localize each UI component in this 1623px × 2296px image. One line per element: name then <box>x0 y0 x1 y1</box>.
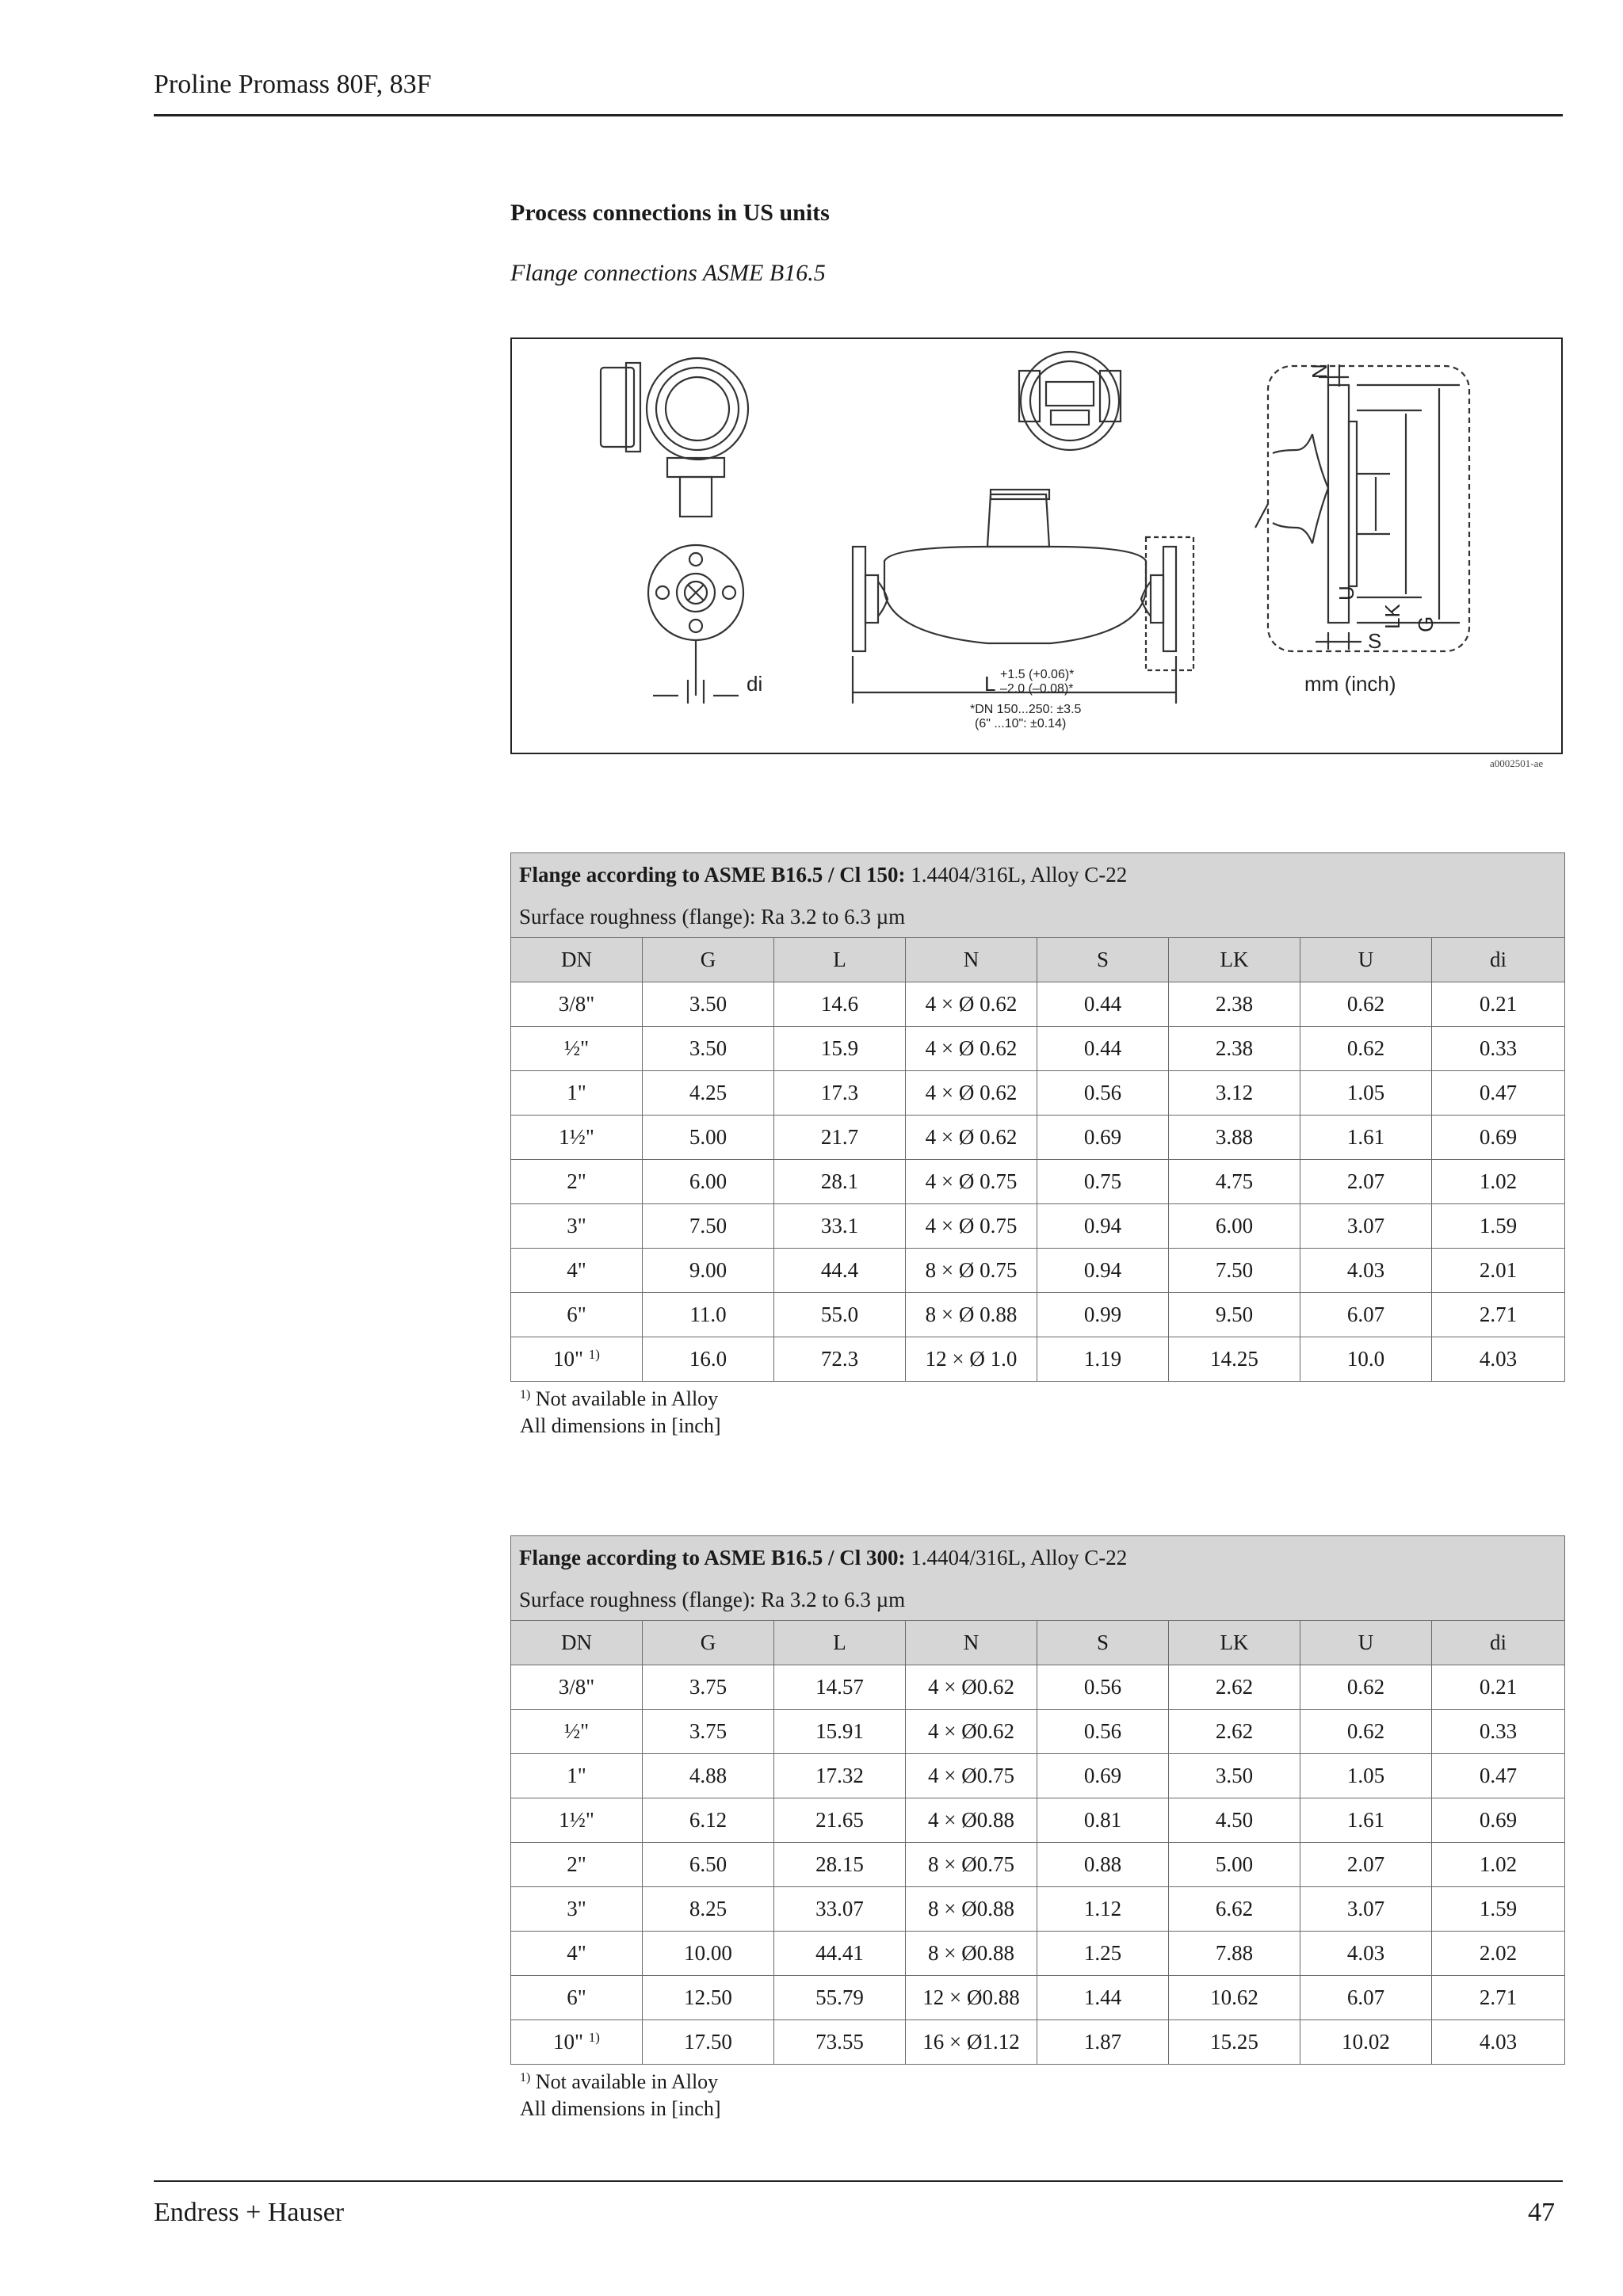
table-cell: 3.07 <box>1300 1887 1432 1932</box>
table-cell: 0.44 <box>1037 982 1169 1027</box>
label-tol-note2: (6" ...10": ±0.14) <box>975 717 1067 730</box>
end-view-housing-bezel <box>656 368 739 450</box>
table-cell: 15.9 <box>774 1027 906 1071</box>
table-cell: 16 × Ø1.12 <box>906 2020 1037 2065</box>
end-view-housing-window <box>666 377 729 441</box>
footnote-text: Not available in Alloy <box>530 1387 719 1410</box>
table-cell: 0.21 <box>1432 1665 1565 1710</box>
table-caption-row <box>511 853 1565 897</box>
table-cell: 0.21 <box>1432 982 1565 1027</box>
table-cell: 8.25 <box>643 1887 774 1932</box>
label-LK: LK <box>1381 604 1404 629</box>
table-cell: 0.69 <box>1037 1116 1169 1160</box>
table-row <box>511 1160 1565 1204</box>
table-cell: 2.02 <box>1432 1932 1565 1976</box>
section-subtitle: Flange connections ASME B16.5 <box>510 260 826 286</box>
table-cell: 7.88 <box>1169 1932 1300 1976</box>
table-cell: 10.62 <box>1169 1976 1300 2020</box>
table-cell: 55.0 <box>774 1293 906 1337</box>
table-cell: 1.02 <box>1432 1843 1565 1887</box>
footnote-marker: 1) <box>588 1347 600 1362</box>
cell-dn-value: 2" <box>567 1852 586 1876</box>
table-cell: 4 × Ø0.62 <box>906 1710 1037 1754</box>
cell-dn <box>511 2020 643 2065</box>
table-cell: 12.50 <box>643 1976 774 2020</box>
table-row <box>511 1932 1565 1976</box>
cell-dn <box>511 1754 643 1798</box>
side-view-flange-left <box>853 547 865 651</box>
table-cell: 44.4 <box>774 1249 906 1293</box>
label-U: U <box>1335 585 1358 601</box>
table-cell: 0.94 <box>1037 1204 1169 1249</box>
table-cell: 15.25 <box>1169 2020 1300 2065</box>
table-cell: 28.1 <box>774 1160 906 1204</box>
column-header: S <box>1037 938 1169 982</box>
cell-dn-value: 10" <box>553 1347 584 1371</box>
table-cell: 1.44 <box>1037 1976 1169 2020</box>
table-cell: 4 × Ø 0.62 <box>906 1116 1037 1160</box>
end-view-stem <box>680 477 712 517</box>
table-cell: 8 × Ø0.75 <box>906 1843 1037 1887</box>
table-cell: 6.12 <box>643 1798 774 1843</box>
table-cell: 3.07 <box>1300 1204 1432 1249</box>
cell-dn-value: 1" <box>567 1081 586 1104</box>
table-cell: 3.75 <box>643 1665 774 1710</box>
table-cell: 4.50 <box>1169 1798 1300 1843</box>
table-cell: 4 × Ø 0.62 <box>906 1027 1037 1071</box>
table-row <box>511 1293 1565 1337</box>
table-cell: 7.50 <box>1169 1249 1300 1293</box>
label-N: N <box>1308 364 1331 379</box>
footnote <box>520 2065 720 2096</box>
table-row <box>511 1887 1565 1932</box>
cell-dn-value: 4" <box>567 1258 586 1282</box>
cell-dn-value: 6" <box>567 1302 586 1326</box>
column-header: G <box>643 1621 774 1665</box>
table-cell: 3.50 <box>1169 1754 1300 1798</box>
table-row <box>511 1204 1565 1249</box>
table-cell: 12 × Ø0.88 <box>906 1976 1037 2020</box>
end-view-neck <box>667 458 724 477</box>
table-cell: 2.62 <box>1169 1665 1300 1710</box>
cell-dn <box>511 1027 643 1071</box>
table-cell: 9.50 <box>1169 1293 1300 1337</box>
table-row <box>511 1071 1565 1116</box>
table-cell: 14.25 <box>1169 1337 1300 1382</box>
table-cell: 8 × Ø0.88 <box>906 1932 1037 1976</box>
column-header: di <box>1432 1621 1565 1665</box>
table-roughness-row <box>511 896 1565 938</box>
table-cell: 0.56 <box>1037 1665 1169 1710</box>
table-cell: 3.75 <box>643 1710 774 1754</box>
dimension-drawing <box>510 338 1563 754</box>
cell-dn <box>511 1798 643 1843</box>
table-cell: 6.00 <box>643 1160 774 1204</box>
table-cell: 3.12 <box>1169 1071 1300 1116</box>
flange-table-cl150 <box>510 852 1565 1382</box>
table-caption-material: 1.4404/316L, Alloy C-22 <box>905 862 1128 887</box>
table-cell: 0.56 <box>1037 1710 1169 1754</box>
cell-dn <box>511 1843 643 1887</box>
table-cell: 11.0 <box>643 1293 774 1337</box>
table-cell: 4.88 <box>643 1754 774 1798</box>
table-cell: 1.19 <box>1037 1337 1169 1382</box>
cell-dn <box>511 1160 643 1204</box>
table-roughness-row <box>511 1579 1565 1621</box>
table-cell: 2.01 <box>1432 1249 1565 1293</box>
cell-dn-value: 3" <box>567 1214 586 1238</box>
footer-rule <box>154 2180 1563 2182</box>
table-row <box>511 1754 1565 1798</box>
table-cell: 33.07 <box>774 1887 906 1932</box>
cell-dn-value: 6" <box>567 1985 586 2009</box>
column-header: L <box>774 938 906 982</box>
table-cell: 0.33 <box>1432 1027 1565 1071</box>
table-cell: 21.7 <box>774 1116 906 1160</box>
table-row <box>511 1843 1565 1887</box>
table-cell: 0.62 <box>1300 1665 1432 1710</box>
table-roughness: Surface roughness (flange): Ra 3.2 to 6.3 µm <box>511 896 1565 938</box>
table-row <box>511 1337 1565 1382</box>
label-S: S <box>1368 629 1382 653</box>
table-cell: 0.81 <box>1037 1798 1169 1843</box>
cell-dn-value: 1½" <box>559 1125 594 1149</box>
table-cell: 2.07 <box>1300 1843 1432 1887</box>
side-view-neck <box>987 494 1049 547</box>
table-cell: 3.50 <box>643 982 774 1027</box>
table-cell: 8 × Ø0.88 <box>906 1887 1037 1932</box>
cell-dn <box>511 1887 643 1932</box>
table-cell: 0.75 <box>1037 1160 1169 1204</box>
units-note: All dimensions in [inch] <box>520 1414 721 1437</box>
table-cell: 2.71 <box>1432 1976 1565 2020</box>
side-view-display <box>1046 382 1094 406</box>
table-cell: 6.62 <box>1169 1887 1300 1932</box>
table-cell: 73.55 <box>774 2020 906 2065</box>
table-cell: 1.05 <box>1300 1754 1432 1798</box>
table-cell: 4.75 <box>1169 1160 1300 1204</box>
column-header: N <box>906 1621 1037 1665</box>
cell-dn <box>511 1710 643 1754</box>
table-row <box>511 1976 1565 2020</box>
column-header: di <box>1432 938 1565 982</box>
table-row <box>511 2020 1565 2065</box>
cell-dn <box>511 982 643 1027</box>
table-cell: 5.00 <box>1169 1843 1300 1887</box>
table-cell: 0.47 <box>1432 1071 1565 1116</box>
label-tol-plus: +1.5 (+0.06)* <box>1000 668 1075 681</box>
table-cell: 17.32 <box>774 1754 906 1798</box>
table-cell: 7.50 <box>643 1204 774 1249</box>
table-cell: 21.65 <box>774 1798 906 1843</box>
table-cell: 0.88 <box>1037 1843 1169 1887</box>
table-cell: 5.00 <box>643 1116 774 1160</box>
side-view-keypad <box>1051 410 1089 425</box>
cell-dn <box>511 1249 643 1293</box>
header-rule <box>154 114 1563 116</box>
table-row <box>511 1798 1565 1843</box>
cell-dn-value: ½" <box>563 1719 590 1743</box>
column-header: U <box>1300 938 1432 982</box>
column-header: LK <box>1169 938 1300 982</box>
column-header: U <box>1300 1621 1432 1665</box>
page-number: 47 <box>1528 2198 1555 2227</box>
table-cell: 28.15 <box>774 1843 906 1887</box>
footnote-text: Not available in Alloy <box>530 2070 719 2093</box>
table-cell: 10.0 <box>1300 1337 1432 1382</box>
table-cell: 16.0 <box>643 1337 774 1382</box>
cell-dn-value: 3" <box>567 1897 586 1920</box>
table-cell: 0.99 <box>1037 1293 1169 1337</box>
table-cell: 0.69 <box>1037 1754 1169 1798</box>
table-cell: 8 × Ø 0.88 <box>906 1293 1037 1337</box>
table-notes-cl150 <box>520 1382 720 1440</box>
table-cell: 6.00 <box>1169 1204 1300 1249</box>
cell-dn <box>511 1665 643 1710</box>
table-cell: 0.56 <box>1037 1071 1169 1116</box>
table-cell: 17.50 <box>643 2020 774 2065</box>
table-cell: 1.87 <box>1037 2020 1169 2065</box>
table-cell: 2.38 <box>1169 1027 1300 1071</box>
footnote-marker: 1) <box>520 2071 531 2084</box>
table-caption-material: 1.4404/316L, Alloy C-22 <box>905 1545 1128 1569</box>
table-cell: 4 × Ø0.88 <box>906 1798 1037 1843</box>
side-view-body <box>884 547 1146 643</box>
footnote <box>520 1382 720 1413</box>
table-header-row <box>511 1621 1565 1665</box>
units-note: All dimensions in [inch] <box>520 2097 721 2120</box>
column-header: LK <box>1169 1621 1300 1665</box>
table-cell: 3.88 <box>1169 1116 1300 1160</box>
table-cell: 4 × Ø 0.62 <box>906 1071 1037 1116</box>
table-cell: 10.00 <box>643 1932 774 1976</box>
cell-dn <box>511 1204 643 1249</box>
dimension-drawing-svg <box>512 339 1564 756</box>
table-cell: 4.03 <box>1432 2020 1565 2065</box>
table-cell: 1.59 <box>1432 1887 1565 1932</box>
column-header: L <box>774 1621 906 1665</box>
cell-dn-value: ½" <box>563 1036 590 1060</box>
footnote-marker: 1) <box>520 1388 531 1402</box>
table-roughness: Surface roughness (flange): Ra 3.2 to 6.3 µm <box>511 1579 1565 1621</box>
table-cell: 2.38 <box>1169 982 1300 1027</box>
column-header: DN <box>511 1621 643 1665</box>
table-cell: 17.3 <box>774 1071 906 1116</box>
table-header-row <box>511 938 1565 982</box>
table-cell: 0.69 <box>1432 1798 1565 1843</box>
table-cell: 0.62 <box>1300 1710 1432 1754</box>
table-caption-bold: Flange according to ASME B16.5 / Cl 300: <box>519 1545 906 1569</box>
table-cell: 1.61 <box>1300 1116 1432 1160</box>
table-cell: 0.47 <box>1432 1754 1565 1798</box>
table-cell: 0.62 <box>1300 982 1432 1027</box>
table-cell: 4.03 <box>1432 1337 1565 1382</box>
table-cell: 15.91 <box>774 1710 906 1754</box>
label-di: di <box>747 672 763 696</box>
cell-dn <box>511 1293 643 1337</box>
table-cell: 1.25 <box>1037 1932 1169 1976</box>
table-cell: 33.1 <box>774 1204 906 1249</box>
table-cell: 0.94 <box>1037 1249 1169 1293</box>
table-caption-row <box>511 1536 1565 1580</box>
end-view-housing-ring <box>647 358 748 460</box>
cell-dn-value: 2" <box>567 1169 586 1193</box>
table-cell: 72.3 <box>774 1337 906 1382</box>
cell-dn-value: 1½" <box>559 1808 594 1832</box>
section-title: Process connections in US units <box>510 200 830 226</box>
cell-dn <box>511 1071 643 1116</box>
table-cell: 4 × Ø0.75 <box>906 1754 1037 1798</box>
table-cell: 1.05 <box>1300 1071 1432 1116</box>
table-row <box>511 1710 1565 1754</box>
footer-company: Endress + Hauser <box>154 2198 345 2227</box>
table-caption <box>511 853 1565 897</box>
cell-dn <box>511 1932 643 1976</box>
table-cell: 2.62 <box>1169 1710 1300 1754</box>
side-view-flange-right <box>1163 547 1176 651</box>
table-cell: 2.07 <box>1300 1160 1432 1204</box>
table-cell: 4.03 <box>1300 1249 1432 1293</box>
table-cell: 4.03 <box>1300 1932 1432 1976</box>
table-row <box>511 982 1565 1027</box>
table-cell: 4 × Ø 0.62 <box>906 982 1037 1027</box>
column-header: DN <box>511 938 643 982</box>
table-cell: 4 × Ø 0.75 <box>906 1204 1037 1249</box>
table-cell: 4 × Ø0.62 <box>906 1665 1037 1710</box>
table-cell: 6.07 <box>1300 1976 1432 2020</box>
label-tol-note1: *DN 150...250: ±3.5 <box>970 703 1082 716</box>
table-row <box>511 1249 1565 1293</box>
label-tol-minus: –2.0 (–0.08)* <box>1000 682 1074 696</box>
table-cell: 14.6 <box>774 982 906 1027</box>
table-notes-cl300 <box>520 2065 720 2122</box>
label-L: L <box>984 672 996 696</box>
table-row <box>511 1665 1565 1710</box>
cell-dn <box>511 1116 643 1160</box>
table-cell: 1.59 <box>1432 1204 1565 1249</box>
table-caption-bold: Flange according to ASME B16.5 / Cl 150: <box>519 862 906 887</box>
table-cell: 10.02 <box>1300 2020 1432 2065</box>
table-cell: 0.33 <box>1432 1710 1565 1754</box>
label-units: mm (inch) <box>1304 672 1396 696</box>
column-header: S <box>1037 1621 1169 1665</box>
footnote-marker: 1) <box>588 2030 600 2045</box>
table-cell: 0.44 <box>1037 1027 1169 1071</box>
table-caption <box>511 1536 1565 1580</box>
column-header: N <box>906 938 1037 982</box>
table-cell: 6.50 <box>643 1843 774 1887</box>
cell-dn-value: 3/8" <box>558 1675 595 1699</box>
cell-dn-value: 1" <box>567 1764 586 1787</box>
end-view-housing-side <box>601 368 634 447</box>
table-cell: 1.61 <box>1300 1798 1432 1843</box>
table-cell: 0.62 <box>1300 1027 1432 1071</box>
table-cell: 1.02 <box>1432 1160 1565 1204</box>
table-cell: 55.79 <box>774 1976 906 2020</box>
table-cell: 2.71 <box>1432 1293 1565 1337</box>
table-cell: 12 × Ø 1.0 <box>906 1337 1037 1382</box>
table-row <box>511 1116 1565 1160</box>
detail-flange-neck-top <box>1312 434 1328 543</box>
flange-table-cl300 <box>510 1535 1565 2065</box>
table-cell: 8 × Ø 0.75 <box>906 1249 1037 1293</box>
cell-dn-value: 4" <box>567 1941 586 1965</box>
figure-id: a0002501-ae <box>1490 757 1544 769</box>
column-header: G <box>643 938 774 982</box>
table-cell: 4.25 <box>643 1071 774 1116</box>
cell-dn <box>511 1337 643 1382</box>
table-row <box>511 1027 1565 1071</box>
table-cell: 1.12 <box>1037 1887 1169 1932</box>
side-view-detail-frame <box>1146 537 1193 670</box>
cell-dn-value: 3/8" <box>558 992 595 1016</box>
table-cell: 14.57 <box>774 1665 906 1710</box>
cell-dn-value: 10" <box>553 2030 584 2054</box>
side-view-housing-ring <box>1021 352 1119 450</box>
table-cell: 3.50 <box>643 1027 774 1071</box>
table-cell: 44.41 <box>774 1932 906 1976</box>
label-G: G <box>1414 616 1438 632</box>
page-header-title: Proline Promass 80F, 83F <box>154 70 432 99</box>
table-cell: 4 × Ø 0.75 <box>906 1160 1037 1204</box>
table-cell: 6.07 <box>1300 1293 1432 1337</box>
cell-dn <box>511 1976 643 2020</box>
table-cell: 0.69 <box>1432 1116 1565 1160</box>
table-cell: 9.00 <box>643 1249 774 1293</box>
